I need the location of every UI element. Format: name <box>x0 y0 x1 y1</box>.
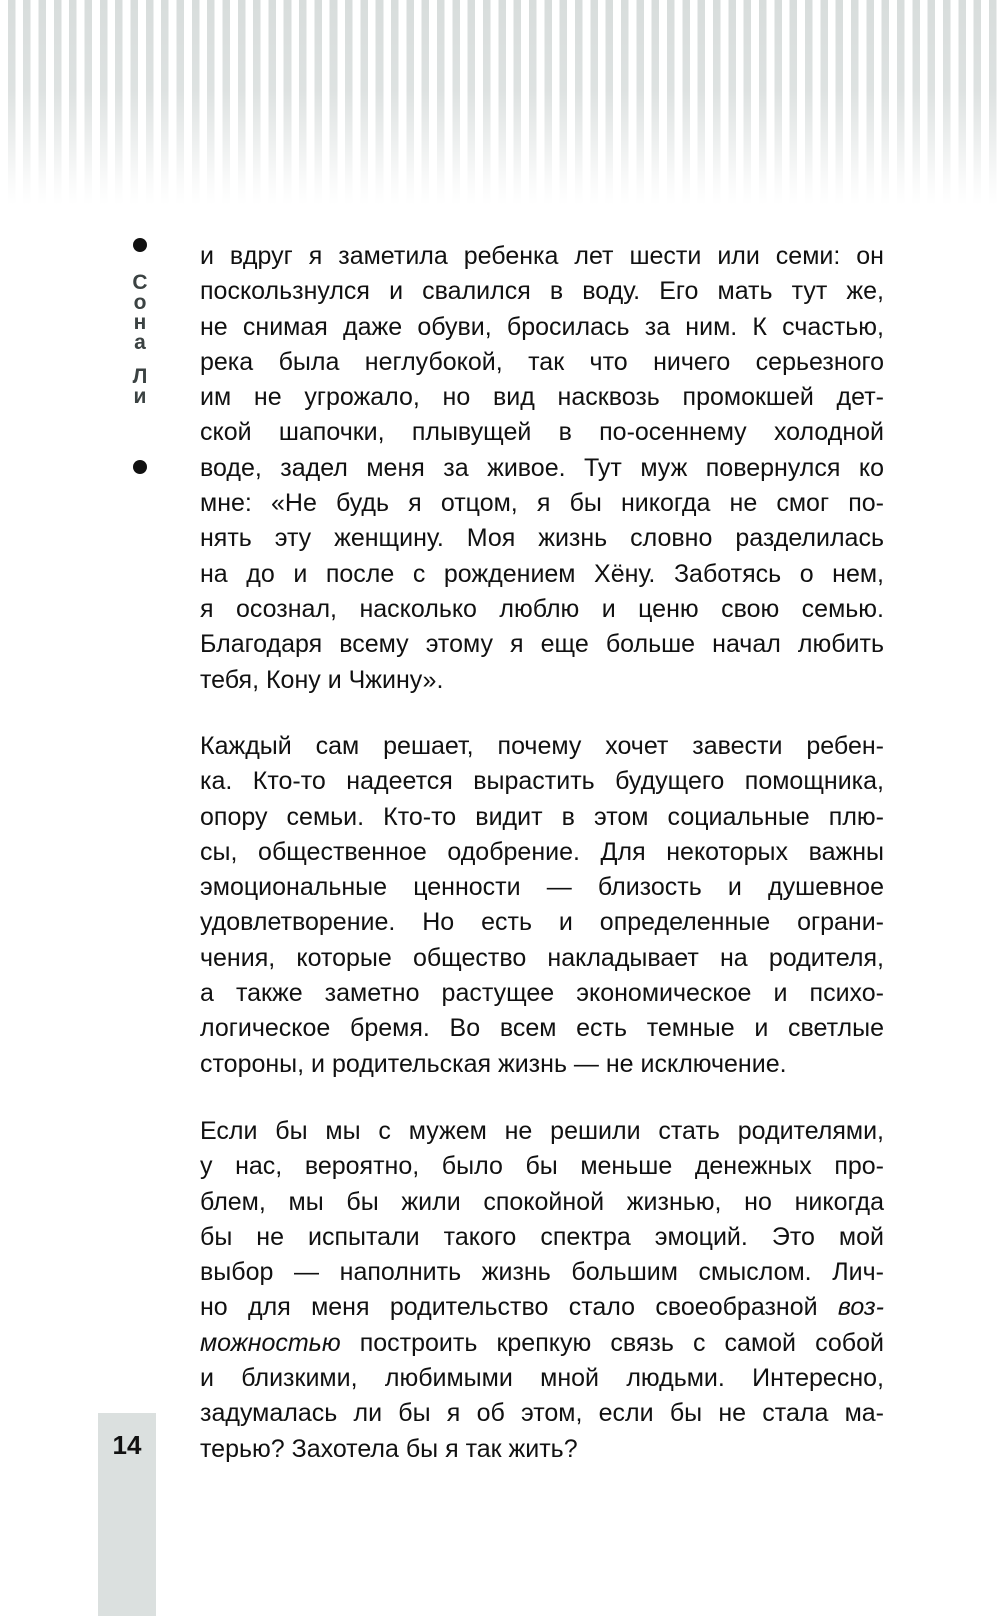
text-line: воде, задел меня за живое. Тут муж повернулся ко <box>200 453 884 482</box>
text-line: выбор — наполнить жизнь большим смыслом. Лич- <box>200 1258 884 1287</box>
text-line: у нас, вероятно, было бы меньше денежных про- <box>200 1152 884 1181</box>
text-line <box>200 1290 884 1325</box>
text-line <box>200 1326 884 1361</box>
text-line: им не угрожало, но вид насквозь промокшей дет- <box>200 383 884 412</box>
text-segment: но для меня родительство стало своеобразной <box>200 1293 838 1322</box>
running-head-author <box>126 273 154 407</box>
text-line: задумалась ли бы я об этом, если бы не стала ма- <box>200 1399 884 1428</box>
text-line: стороны, и родительская жизнь — не исключение. <box>200 1049 787 1078</box>
paragraph-3 <box>200 1114 884 1467</box>
italic-text: можностью <box>200 1328 341 1357</box>
text-line: бы не испытали такого спектра эмоций. Это мой <box>200 1222 884 1251</box>
text-line: и близкими, любимыми мной людьми. Интересно, <box>200 1364 884 1393</box>
sidebar-dot-top <box>133 238 147 252</box>
text-line: а также заметно растущее экономическое и психо- <box>200 979 884 1008</box>
text-line: блем, мы бы жили спокойной жизнью, но никогда <box>200 1187 884 1216</box>
text-line: удовлетворение. Но есть и определенные ограни- <box>200 908 884 937</box>
text-line: и вдруг я заметила ребенка лет шести или семи: он <box>200 242 884 270</box>
text-line: я осознал, насколько люблю и ценю свою семью. <box>200 594 884 623</box>
author-letter: а <box>134 331 146 354</box>
header-stripes-fade <box>0 0 1000 215</box>
text-line: Каждый сам решает, почему хочет завести ребен- <box>200 732 884 760</box>
text-line: чения, которые общество накладывает на родителя, <box>200 943 884 972</box>
paragraph-1 <box>200 239 884 698</box>
paragraph-2 <box>200 729 884 1082</box>
text-line: река была неглубокой, так что ничего серьезного <box>200 347 884 376</box>
text-line: опору семьи. Кто-то видит в этом социальные плю- <box>200 802 884 831</box>
text-line: сы, общественное одобрение. Для некоторых важны <box>200 837 884 866</box>
author-letter: С <box>132 271 148 294</box>
text-line: ской шапочки, плывущей в по-осеннему холодной <box>200 418 884 447</box>
page-number: 14 <box>112 1430 142 1460</box>
text-line: Благодаря всему этому я еще больше начал любить <box>200 630 884 659</box>
author-letter: и <box>133 385 147 408</box>
text-line: Если бы мы с мужем не решили стать родителями, <box>200 1117 884 1145</box>
sidebar-dot-bottom <box>133 460 147 474</box>
author-letter: Л <box>132 365 148 388</box>
text-line: не снимая даже обуви, бросилась за ним. К счастью, <box>200 312 884 341</box>
text-line: на до и после с рождением Хёну. Заботясь о нем, <box>200 559 884 588</box>
text-line: эмоциональные ценности — близость и душевное <box>200 873 884 902</box>
text-segment: построить крепкую связь с самой собой <box>340 1328 884 1357</box>
author-letter: о <box>133 291 147 314</box>
text-line: поскользнулся и свалился в воду. Его мать тут же, <box>200 277 884 306</box>
text-line: тебя, Кону и Чжину». <box>200 665 444 694</box>
text-line: мне: «Не будь я отцом, я бы никогда не смог по- <box>200 489 884 518</box>
author-letter: н <box>133 311 147 334</box>
text-line: нять эту женщину. Моя жизнь словно разделилась <box>200 524 884 553</box>
text-line: ка. Кто-то надеется вырастить будущего помощника, <box>200 767 884 796</box>
italic-text: воз- <box>837 1293 884 1322</box>
text-line: логическое бремя. Во всем есть темные и светлые <box>200 1014 884 1043</box>
text-line: терью? Захотела бы я так жить? <box>200 1434 578 1463</box>
